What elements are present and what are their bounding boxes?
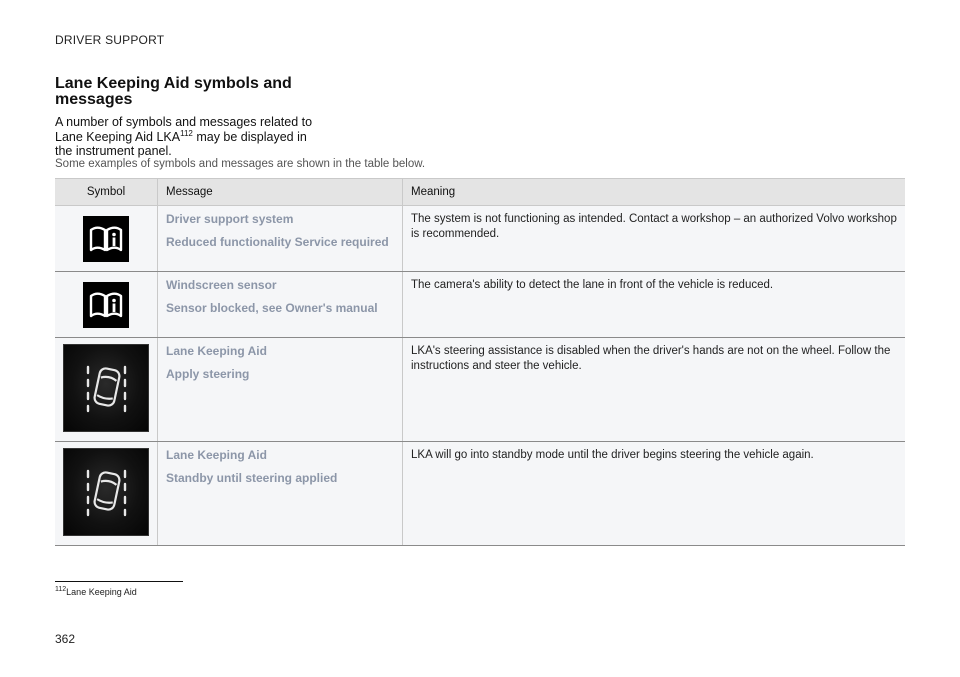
message-cell (158, 206, 403, 272)
message-title: Lane Keeping Aid (166, 448, 267, 462)
book-info-icon (83, 282, 129, 328)
footnote-text: Lane Keeping Aid (66, 587, 137, 597)
message-title: Windscreen sensor (166, 278, 277, 292)
section-header: DRIVER SUPPORT (55, 33, 165, 47)
intro-text-end: may be displayed in the instrument panel. (55, 129, 307, 158)
symbol-cell (55, 442, 158, 546)
message-cell (158, 338, 403, 442)
symbol-cell (55, 206, 158, 272)
symbol-cell (55, 338, 158, 442)
symbol-cell (55, 272, 158, 338)
message-title: Lane Keeping Aid (166, 344, 267, 358)
footnote-divider (55, 581, 183, 582)
table-row (55, 206, 905, 272)
table-header-row (55, 179, 905, 206)
column-header-message: Message (158, 179, 403, 206)
examples-caption: Some examples of symbols and messages are shown in the table below. (55, 158, 426, 170)
symbols-messages-table (55, 178, 905, 546)
meaning-cell: LKA's steering assistance is disabled when the driver's hands are not on the wheel. Follow the instructions and steer the vehicle. (403, 338, 906, 442)
meaning-cell: LKA will go into standby mode until the driver begins steering the vehicle again. (403, 442, 906, 546)
intro-paragraph (55, 115, 325, 159)
meaning-cell: The system is not functioning as intended. Contact a workshop – an authorized Volvo workshop is recommended. (403, 206, 906, 272)
message-detail: Reduced functionality Service required (166, 235, 389, 249)
table-row (55, 272, 905, 338)
table-row (55, 338, 905, 442)
page-number: 362 (55, 632, 76, 646)
lane-keeping-hands-icon (63, 344, 149, 432)
intro-text: A number of symbols and messages related to Lane Keeping Aid LKA (55, 115, 313, 144)
footnote (55, 586, 137, 597)
message-detail: Sensor blocked, see Owner's manual (166, 301, 378, 315)
column-header-meaning: Meaning (403, 179, 906, 206)
column-header-symbol: Symbol (55, 179, 158, 206)
message-cell (158, 272, 403, 338)
message-title: Driver support system (166, 212, 294, 226)
message-cell (158, 442, 403, 546)
message-detail: Apply steering (166, 367, 250, 381)
meaning-cell: The camera's ability to detect the lane in front of the vehicle is reduced. (403, 272, 906, 338)
table-row (55, 442, 905, 546)
footnote-reference[interactable]: 112 (180, 128, 193, 138)
footnote-number: 112 (55, 586, 67, 593)
lane-keeping-standby-icon (63, 448, 149, 536)
book-info-icon (83, 216, 129, 262)
message-detail: Standby until steering applied (166, 471, 338, 485)
page-title: Lane Keeping Aid symbols and messages (55, 75, 292, 108)
